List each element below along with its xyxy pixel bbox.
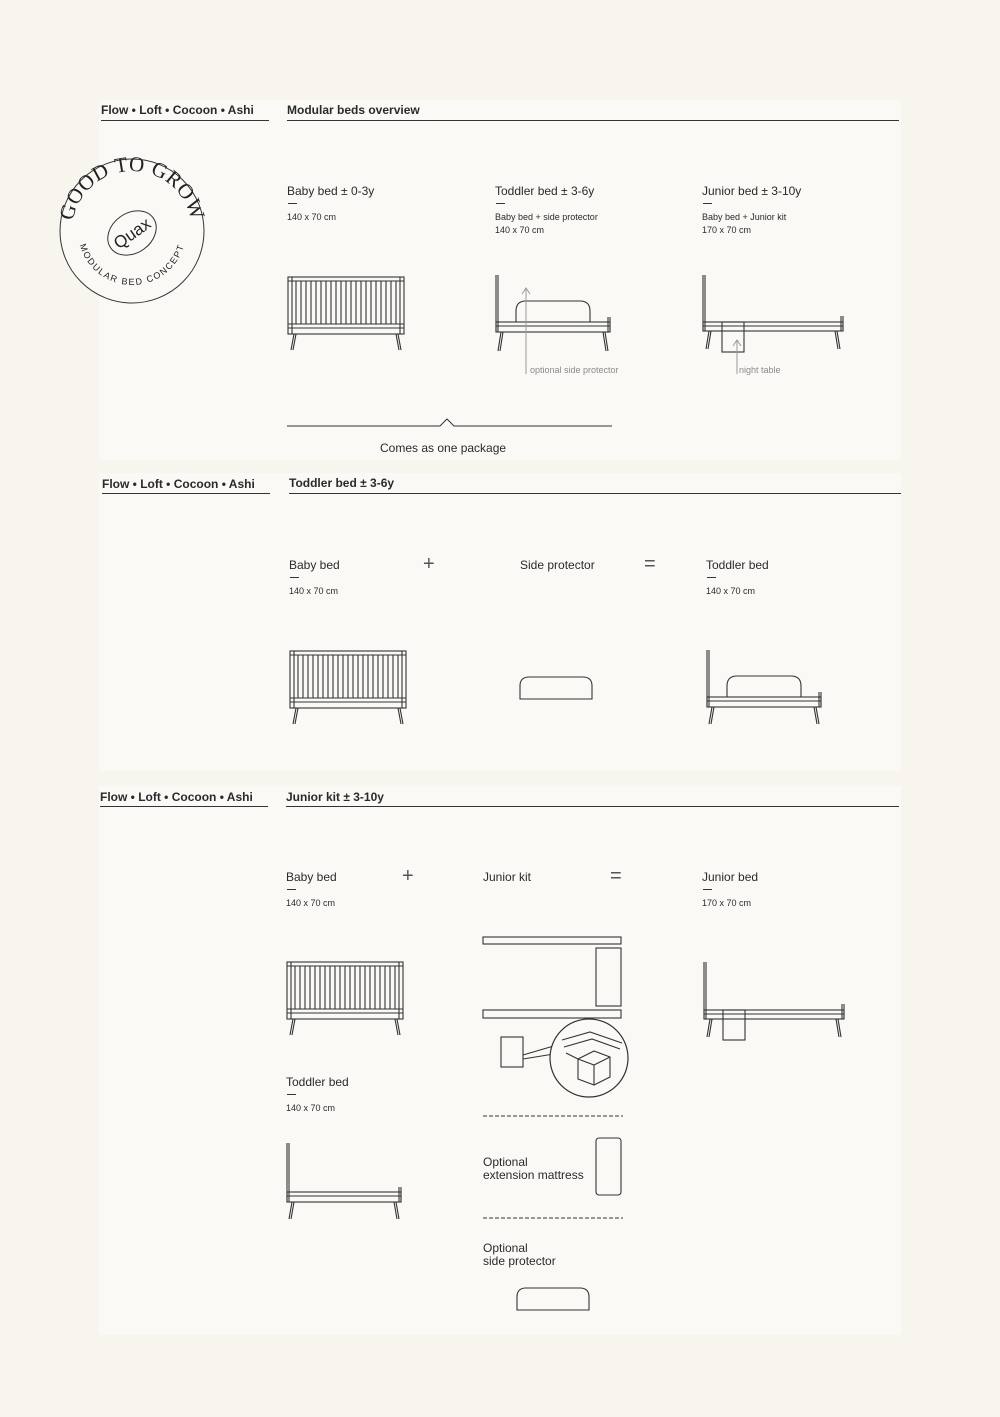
title-dash xyxy=(707,577,716,578)
item-desc: Baby bed + side protector xyxy=(495,212,598,222)
optional-mattress-label-1: Optional xyxy=(483,1155,528,1169)
item-title-toddler-bed: Toddler bed xyxy=(286,1075,349,1089)
good-to-grow-badge xyxy=(54,151,210,305)
item-dim: 170 x 70 cm xyxy=(702,898,752,908)
package-label: Comes as one package xyxy=(380,441,507,455)
title-dash xyxy=(287,889,296,890)
item-dim: 140 x 70 cm xyxy=(286,1103,336,1113)
collection-rule xyxy=(101,120,269,121)
section-heading: Modular beds overview xyxy=(287,103,420,117)
item-desc: Baby bed + Junior kit xyxy=(702,212,787,222)
item-title-junior-bed: Junior bed xyxy=(702,870,759,884)
badge-brand-text: Quax xyxy=(110,213,155,253)
section-heading-rule xyxy=(289,493,901,494)
baby-bed-drawing xyxy=(287,276,405,352)
badge-top-text: GOOD TO GROW xyxy=(54,151,210,223)
title-dash xyxy=(496,203,505,204)
item-title-side-protector: Side protector xyxy=(520,558,595,572)
toddler-bed-frame-drawing xyxy=(285,1143,405,1221)
optional-protector-label-1: Optional xyxy=(483,1241,528,1255)
section-heading: Junior kit ± 3-10y xyxy=(286,790,384,804)
optional-mattress-label-2: extension mattress xyxy=(483,1168,584,1182)
title-dash xyxy=(290,577,299,578)
side-protector-drawing xyxy=(516,1287,590,1311)
item-title-baby-bed: Baby bed xyxy=(289,558,340,572)
plus-operator: + xyxy=(402,865,414,887)
item-title-baby-bed: Baby bed ± 0-3y xyxy=(287,184,375,198)
callout-optional-side-protector: optional side protector xyxy=(530,365,619,375)
badge-bottom-text: MODULAR BED CONCEPT xyxy=(77,242,187,288)
item-title-junior-bed: Junior bed ± 3-10y xyxy=(702,184,802,198)
collection-rule xyxy=(100,806,268,807)
junior-bed-drawing xyxy=(703,962,847,1044)
item-dim: 140 x 70 cm xyxy=(287,212,337,222)
junior-bed-drawing xyxy=(702,275,846,355)
item-title-toddler-bed: Toddler bed xyxy=(706,558,769,572)
equals-operator: = xyxy=(610,865,622,887)
title-dash xyxy=(287,1094,296,1095)
package-bracket xyxy=(287,416,612,428)
section-heading: Toddler bed ± 3-6y xyxy=(289,476,395,490)
collection-rule xyxy=(102,493,270,494)
dashed-divider xyxy=(483,1216,623,1220)
item-dim: 140 x 70 cm xyxy=(706,586,756,596)
item-dim: 140 x 70 cm xyxy=(286,898,336,908)
item-title-toddler-bed: Toddler bed ± 3-6y xyxy=(495,184,595,198)
collection-label: Flow • Loft • Cocoon • Ashi xyxy=(100,790,253,804)
title-dash xyxy=(288,203,297,204)
extension-mattress-drawing xyxy=(595,1137,623,1197)
optional-protector-label-2: side protector xyxy=(483,1254,556,1268)
toddler-bed-drawing xyxy=(705,650,825,728)
callout-arrow xyxy=(520,286,532,376)
item-title-junior-kit: Junior kit xyxy=(483,870,532,884)
callout-night-table: night table xyxy=(739,365,781,375)
item-dim: 140 x 70 cm xyxy=(289,586,339,596)
item-dim: 140 x 70 cm xyxy=(495,225,545,235)
item-dim: 170 x 70 cm xyxy=(702,225,752,235)
side-protector-drawing xyxy=(519,676,593,700)
section-heading-rule xyxy=(286,806,899,807)
item-title-baby-bed: Baby bed xyxy=(286,870,337,884)
junior-kit-parts-drawing xyxy=(482,935,632,1095)
equals-operator: = xyxy=(644,553,656,575)
collection-label: Flow • Loft • Cocoon • Ashi xyxy=(101,103,254,117)
baby-bed-drawing xyxy=(289,650,407,726)
section-heading-rule xyxy=(287,120,899,121)
collection-label: Flow • Loft • Cocoon • Ashi xyxy=(102,477,255,491)
plus-operator: + xyxy=(423,553,435,575)
title-dash xyxy=(703,203,712,204)
toddler-bed-drawing xyxy=(494,275,614,353)
title-dash xyxy=(703,889,712,890)
baby-bed-drawing xyxy=(286,961,404,1037)
dashed-divider xyxy=(483,1114,623,1118)
